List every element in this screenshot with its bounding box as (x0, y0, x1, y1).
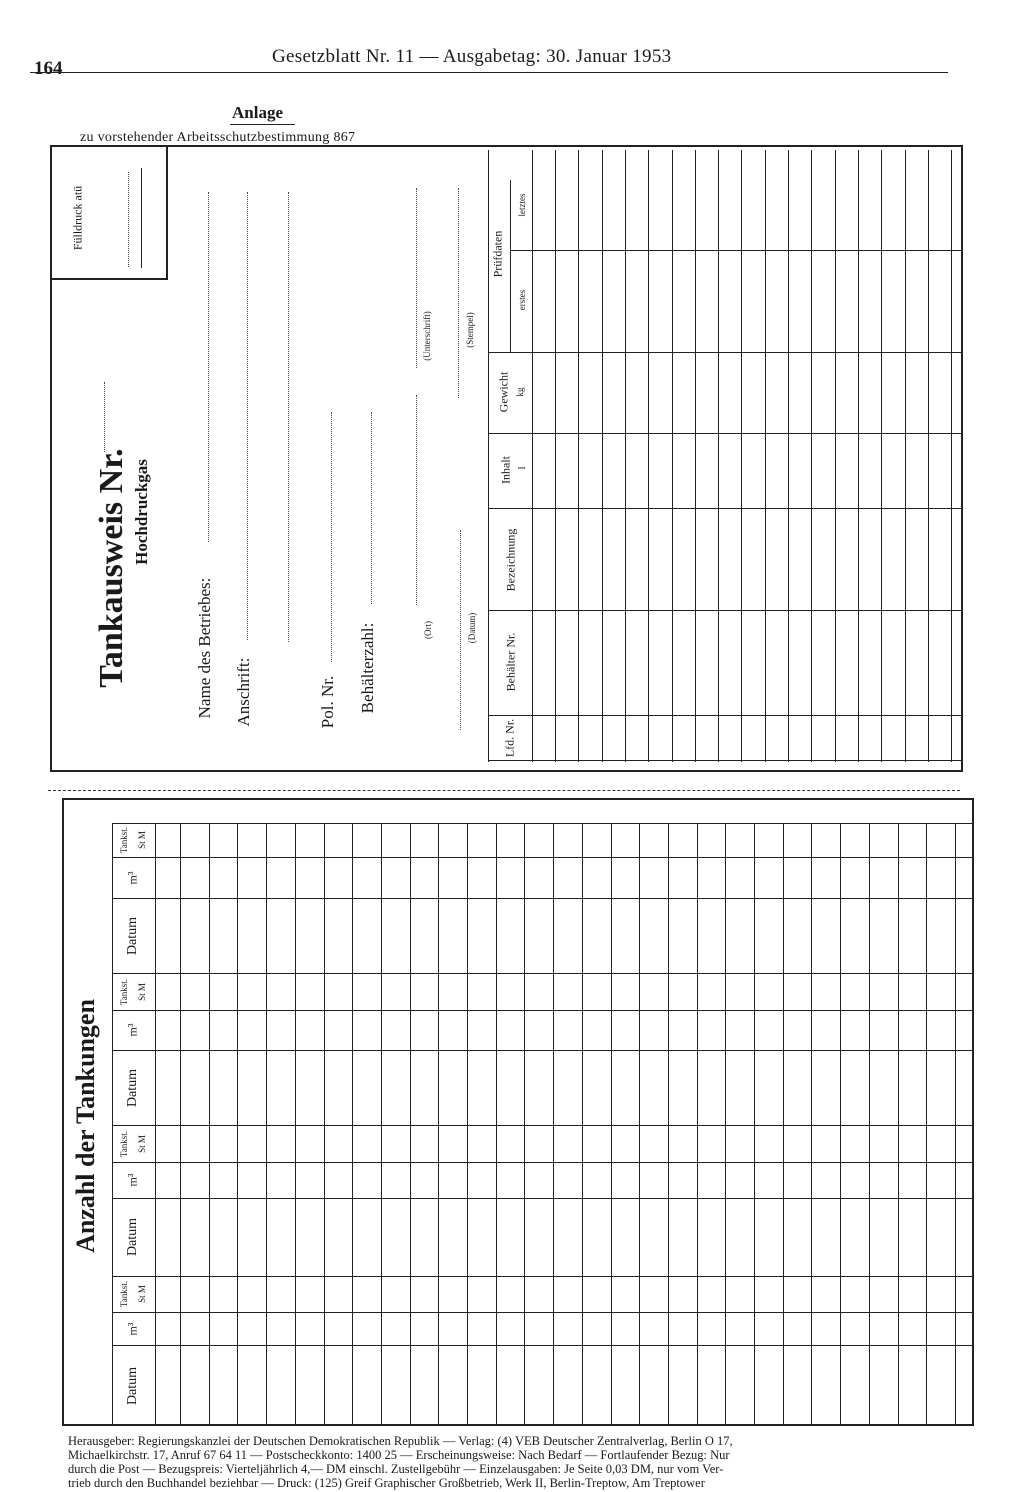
stempel-line[interactable] (458, 188, 459, 398)
datum-row-line (112, 1125, 974, 1126)
stm-header: St M (137, 982, 147, 1001)
tankungen-column-line (180, 823, 181, 1426)
publisher-footer (68, 1434, 978, 1490)
tankst-row-line (112, 1010, 974, 1011)
tankausweis-column-line (648, 150, 649, 762)
letztes-header: letztes (517, 193, 527, 217)
tankst-row-line (112, 1162, 974, 1163)
tankungen-column-line (524, 823, 525, 1426)
cut-line (48, 790, 960, 791)
row-inhalt (488, 433, 963, 434)
tankst-header: Tankst. (119, 826, 129, 854)
datum-label: (Datum) (467, 612, 477, 644)
tankausweis-number-line[interactable] (104, 382, 105, 452)
table-bottom-border (488, 760, 963, 761)
tankungen-column-line (898, 823, 899, 1426)
tankungen-column-line (955, 823, 956, 1426)
row-behaelter-nr (488, 610, 963, 611)
tankungen-column-line (209, 823, 210, 1426)
tankausweis-column-line (788, 150, 789, 762)
pruefdaten-divider (510, 180, 511, 352)
anschrift-line-1[interactable] (247, 192, 248, 640)
datum-header: Datum (125, 1366, 140, 1405)
tankungen-column-line (496, 823, 497, 1426)
stempel-label: (Stempel) (465, 312, 475, 348)
anlage-underline (230, 124, 295, 125)
m3-header: m³ (125, 1023, 140, 1037)
tankst-row-line (112, 1312, 974, 1313)
tankausweis-column-line (718, 150, 719, 762)
footer-line-3: durch die Post — Bezugspreis: Vierteljährlich 4,— DM einschl. Zustellgebühr — Einzelausgaben: Je Seite 0,03 DM, nur vom Ver- (68, 1462, 724, 1476)
tankst-header: Tankst. (119, 978, 129, 1005)
tankungen-column-line (324, 823, 325, 1426)
stm-header: St M (137, 1134, 147, 1153)
anschrift-label: Anschrift: (234, 657, 253, 727)
datum-row-line (112, 973, 974, 974)
tankungen-column-line (840, 823, 841, 1426)
m3-header: m³ (125, 1173, 140, 1187)
datum-line[interactable] (460, 530, 461, 730)
tankausweis-column-line (625, 150, 626, 762)
m3-row-line (112, 1198, 974, 1199)
tankausweis-column-line (602, 150, 603, 762)
tankausweis-column-line (555, 150, 556, 762)
page-number: 164 (34, 58, 63, 79)
datum-header: Datum (125, 1068, 140, 1107)
anschrift-line-2[interactable] (288, 192, 289, 642)
tankungen-column-line (869, 823, 870, 1426)
tankst-header: Tankst. (119, 1280, 129, 1308)
footer-line-1: Herausgeber: Regierungskanzlei der Deutschen Demokratischen Republik — Verlag: (4) VEB Deutscher Zentralverlag, Berlin O 17, (68, 1434, 733, 1448)
stm-header: St M (137, 831, 147, 849)
tankungen-column-line (811, 823, 812, 1426)
bezeichnung-header: Bezeichnung (503, 528, 518, 592)
behaelter-nr-header: Behälter Nr. (503, 632, 518, 692)
tankungen-column-line (352, 823, 353, 1426)
tankst-row-line (112, 857, 974, 858)
fuelldruck-box (50, 145, 168, 280)
tankausweis-column-line (765, 150, 766, 762)
tankungen-column-line (668, 823, 669, 1426)
unterschrift-label: (Unterschrift) (422, 311, 432, 361)
datum-header: Datum (125, 916, 140, 955)
tankungen-top-border (112, 823, 974, 824)
inhalt-unit: l (516, 466, 528, 470)
ort-label: (Ort) (423, 621, 433, 639)
tankungen-column-line (410, 823, 411, 1426)
tankausweis-title: Tankausweis Nr. (93, 448, 130, 688)
tankausweis-column-line (741, 150, 742, 762)
tankausweis-column-line (672, 150, 673, 762)
tankungen-column-line (639, 823, 640, 1426)
tankungen-column-line (381, 823, 382, 1426)
tankungen-column-line (295, 823, 296, 1426)
tankausweis-column-line (951, 150, 952, 762)
tankungen-column-line (611, 823, 612, 1426)
datum-row-line (112, 1276, 974, 1277)
page-header-title: Gesetzblatt Nr. 11 — Ausgabetag: 30. Januar 1953 (272, 46, 672, 67)
header-rule (30, 72, 948, 73)
anlage-heading: Anlage (232, 103, 283, 122)
m3-row-line (112, 1050, 974, 1051)
row-bezeichnung (488, 508, 963, 509)
ort-line[interactable] (416, 395, 417, 605)
stm-header: St M (137, 1285, 147, 1303)
fuelldruck-rule (141, 168, 142, 268)
tankungen-column-line (467, 823, 468, 1426)
row-gewicht (488, 352, 963, 353)
tankungen-column-line (553, 823, 554, 1426)
tankungen-column-line (582, 823, 583, 1426)
tankungen-column-line (237, 823, 238, 1426)
tankungen-column-line (438, 823, 439, 1426)
anlage-subtitle: zu vorstehender Arbeitsschutzbestimmung 867 (80, 130, 356, 145)
unterschrift-line[interactable] (416, 188, 417, 368)
gewicht-header: Gewicht (496, 371, 511, 413)
erstes-header: erstes (517, 289, 527, 311)
tankungen-column-line (697, 823, 698, 1426)
name-betriebes-line[interactable] (208, 192, 209, 542)
table-left-border (488, 150, 489, 762)
gewicht-unit: kg (515, 387, 525, 397)
fuelldruck-label: Fülldruck atü (70, 185, 85, 251)
m3-row-line (112, 1345, 974, 1346)
datum-header: Datum (125, 1217, 140, 1257)
pruefdaten-header: Prüfdaten (490, 230, 505, 278)
m3-header: m³ (125, 871, 140, 884)
tankausweis-column-line (835, 150, 836, 762)
tankungen-title: Anzahl der Tankungen (71, 999, 100, 1253)
tankungen-column-line (783, 823, 784, 1426)
tankungen-column-line (266, 823, 267, 1426)
row-lfd-nr (488, 715, 963, 716)
tankungen-column-line (754, 823, 755, 1426)
tankst-header: Tankst. (119, 1130, 129, 1157)
tankausweis-column-line (858, 150, 859, 762)
behaelterzahl-label: Behälterzahl: (358, 622, 377, 714)
footer-line-4: trieb durch den Buchhandel beziehbar — Druck: (125) Greif Graphischer Großbetrieb, Werk II, Berlin-Treptow, Am Treptower (68, 1476, 705, 1490)
table-header-border (532, 150, 533, 762)
lfd-nr-header: Lfd. Nr. (502, 718, 517, 758)
tankausweis-column-line (928, 150, 929, 762)
tankausweis-column-line (578, 150, 579, 762)
tankausweis-column-line (811, 150, 812, 762)
fuelldruck-entry-line[interactable] (128, 172, 129, 267)
m3-row-line (112, 898, 974, 899)
m3-header: m³ (125, 1322, 140, 1335)
pol-nr-line[interactable] (331, 412, 332, 662)
tankausweis-column-line (905, 150, 906, 762)
name-betriebes-label: Name des Betriebes: (195, 577, 214, 719)
tankungen-card (62, 798, 974, 1426)
tankausweis-column-line (695, 150, 696, 762)
hochdruckgas-subtitle: Hochdruckgas (132, 459, 151, 565)
inhalt-header: Inhalt (498, 456, 513, 484)
footer-line-2: Michaelkirchstr. 17, Anruf 67 64 11 — Postscheckkonto: 1400 25 — Erscheinungsweise: Nach Bedarf — Fortlaufender Bezug: Nur (68, 1448, 730, 1462)
tankungen-column-line (926, 823, 927, 1426)
behaelterzahl-line[interactable] (371, 412, 372, 604)
tankausweis-column-line (881, 150, 882, 762)
pol-nr-label: Pol. Nr. (318, 675, 337, 729)
tankungen-column-line (725, 823, 726, 1426)
